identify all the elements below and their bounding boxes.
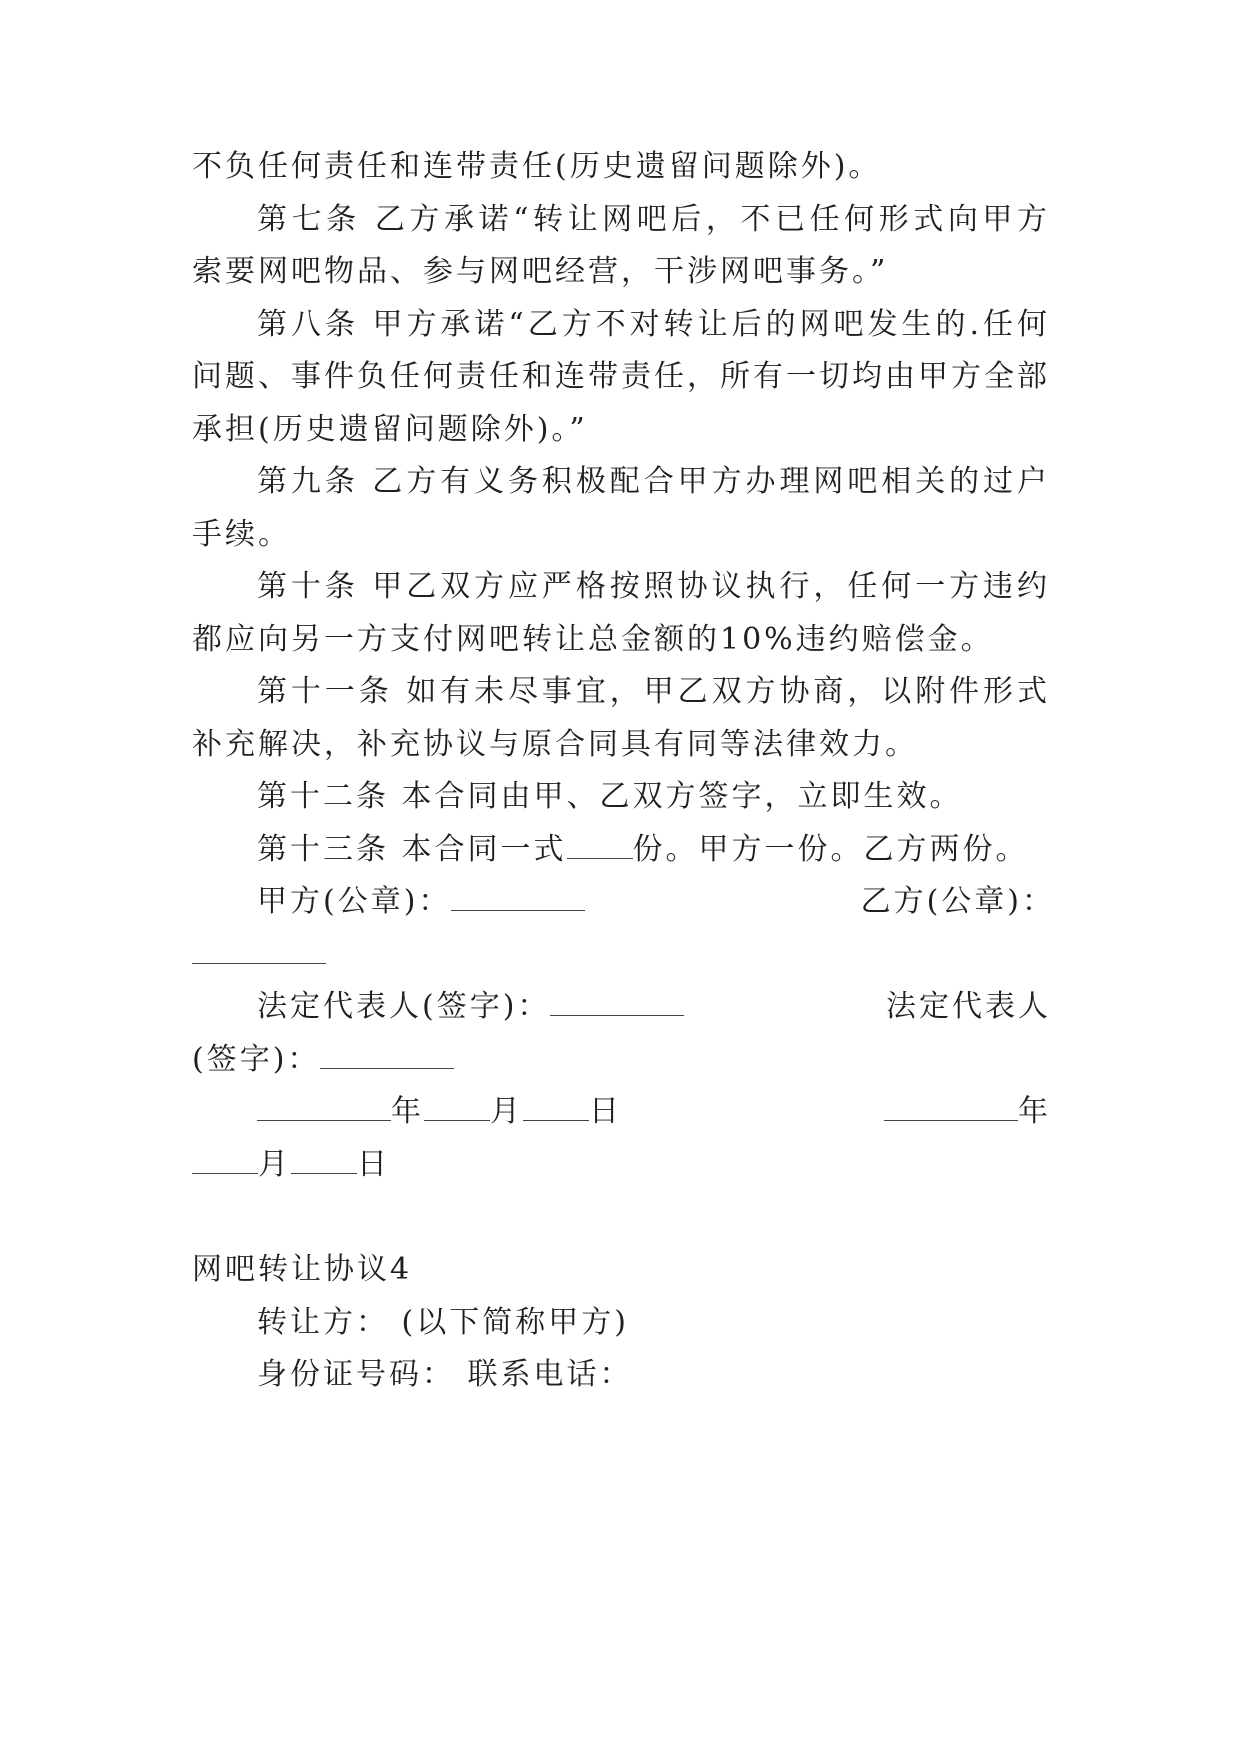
date-b-year-blank bbox=[884, 1092, 1018, 1121]
party-a-seal-blank bbox=[451, 882, 585, 911]
party-a-seal-line bbox=[257, 882, 585, 922]
article-10-line-1: 第十条 甲乙双方应严格按照协议执行，任何一方违约 bbox=[257, 569, 1050, 604]
article-13-prefix: 第十三条 本合同一式 bbox=[257, 832, 567, 867]
article-7-line-2: 索要网吧物品、参与网吧经营，干涉网吧事务。” bbox=[192, 254, 889, 289]
article-7-line-1: 第七条 乙方承诺“转让网吧后，不已任何形式向甲方 bbox=[257, 202, 1050, 237]
date-b-month-blank bbox=[192, 1145, 258, 1174]
article-10-line-2: 都应向另一方支付网吧转让总金额的10%违约赔偿金。 bbox=[192, 622, 994, 657]
date-a-line bbox=[257, 1092, 622, 1132]
section-title: 网吧转让协议4 bbox=[192, 1252, 413, 1287]
article-11-line-1: 第十一条 如有未尽事宜，甲乙双方协商，以附件形式 bbox=[257, 674, 1050, 709]
date-a-year-label: 年 bbox=[391, 1094, 424, 1129]
date-b-day-blank bbox=[291, 1145, 357, 1174]
text-line-1: 不负任何责任和连带责任(历史遗留问题除外)。 bbox=[192, 149, 882, 184]
date-b-year-label: 年 bbox=[1018, 1094, 1051, 1129]
id-phone-line: 身份证号码： 联系电话： bbox=[257, 1357, 633, 1392]
date-a-month-blank bbox=[424, 1092, 490, 1121]
party-b-seal-line bbox=[192, 935, 326, 975]
date-b-month-day-line bbox=[192, 1145, 390, 1185]
party-b-seal-blank bbox=[192, 935, 326, 964]
date-a-day-blank bbox=[523, 1092, 589, 1121]
article-8-line-1: 第八条 甲方承诺“乙方不对转让后的网吧发生的.任何 bbox=[257, 307, 1050, 342]
article-8-line-3: 承担(历史遗留问题除外)。” bbox=[192, 412, 588, 447]
date-b-day-label: 日 bbox=[357, 1147, 390, 1182]
date-b-month-label: 月 bbox=[258, 1147, 291, 1182]
rep-a-line bbox=[257, 987, 684, 1027]
date-b-year-line bbox=[884, 1092, 1051, 1132]
date-a-year-blank bbox=[257, 1092, 391, 1121]
rep-b-line bbox=[192, 1040, 454, 1080]
date-a-month-label: 月 bbox=[490, 1094, 523, 1129]
article-13-line bbox=[257, 830, 1029, 870]
rep-b-label-part1: 法定代表人 bbox=[886, 989, 1051, 1024]
rep-a-blank bbox=[550, 987, 684, 1016]
rep-b-label-part2: (签字)： bbox=[192, 1042, 321, 1077]
date-a-day-label: 日 bbox=[589, 1094, 622, 1129]
transferor-line: 转让方： (以下简称甲方) bbox=[257, 1305, 629, 1340]
article-8-line-2: 问题、事件负任何责任和连带责任，所有一切均由甲方全部 bbox=[192, 359, 1050, 394]
party-a-seal-label: 甲方(公章)： bbox=[257, 884, 452, 919]
copies-blank bbox=[567, 830, 633, 859]
article-9-line-1: 第九条 乙方有义务积极配合甲方办理网吧相关的过户 bbox=[257, 464, 1050, 499]
rep-a-label: 法定代表人(签字)： bbox=[257, 989, 551, 1024]
article-9-line-2: 手续。 bbox=[192, 517, 291, 552]
rep-b-blank bbox=[320, 1040, 454, 1069]
article-11-line-2: 补充解决，补充协议与原合同具有同等法律效力。 bbox=[192, 727, 918, 762]
article-12-line: 第十二条 本合同由甲、乙双方签字，立即生效。 bbox=[257, 779, 963, 814]
article-13-suffix: 份。甲方一份。乙方两份。 bbox=[632, 832, 1029, 867]
party-b-seal-label: 乙方(公章)： bbox=[860, 884, 1055, 919]
